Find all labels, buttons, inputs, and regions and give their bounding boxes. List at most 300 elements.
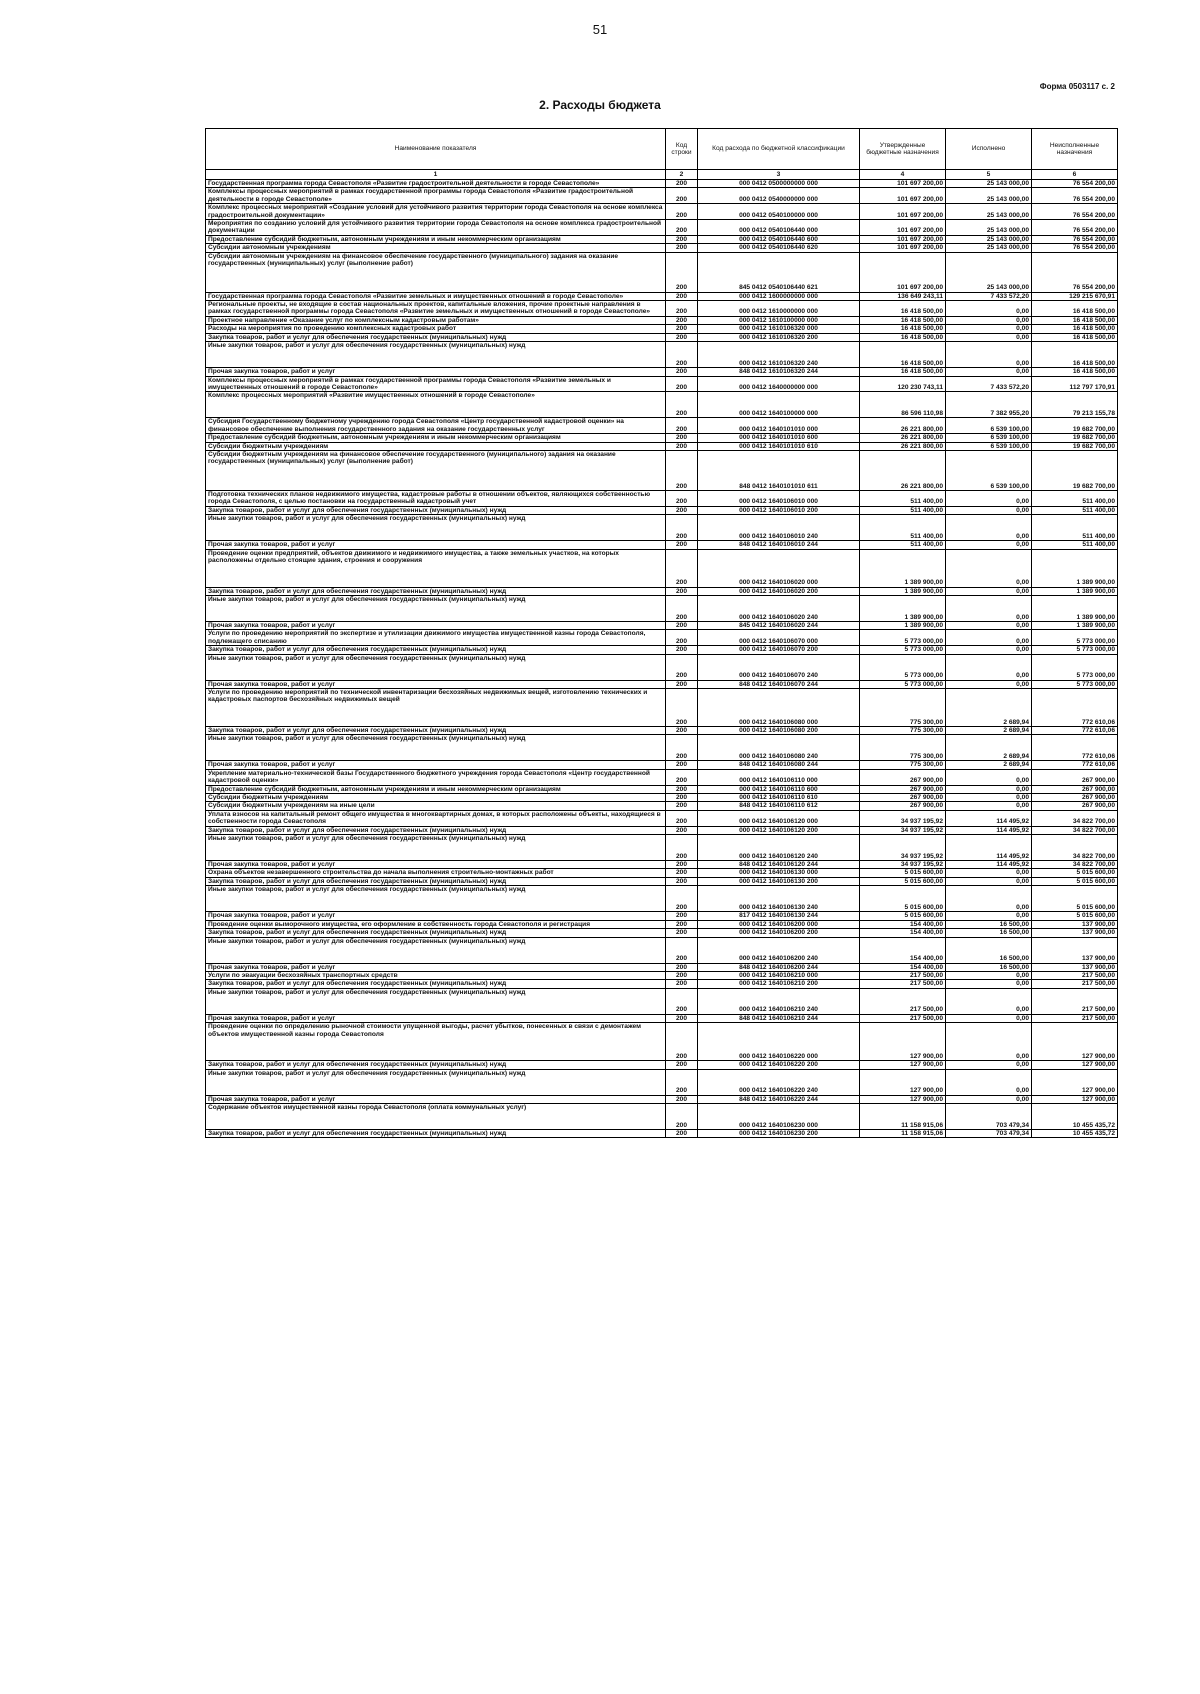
row-executed-cell: 25 143 000,00 (946, 188, 1032, 204)
row-executed-cell: 0,00 (946, 802, 1032, 810)
row-expense-code-cell: 000 0412 1610000000 000 (698, 301, 860, 317)
row-approved-cell: 16 418 500,00 (860, 325, 946, 333)
row-approved-cell: 26 221 800,00 (860, 450, 946, 490)
row-name-cell: Услуги по проведению мероприятий по экспертизе и утилизации движимого имущества имущественной казны города Севастополя, подлежащего списанию (206, 630, 666, 646)
row-line-code-cell: 200 (666, 735, 698, 761)
row-expense-code-cell: 848 0412 1640101010 611 (698, 450, 860, 490)
row-name-cell: Иные закупки товаров, работ и услуг для обеспечения государственных (муниципальных) нужд (206, 654, 666, 680)
row-name-cell: Закупка товаров, работ и услуг для обеспечения государственных (муниципальных) нужд (206, 727, 666, 735)
table-row (206, 735, 1118, 761)
row-name-cell: Субсидии автономным учреждениям на финансовое обеспечение государственного (муниципального) задания на оказание государственных (муниципальных) услуг (выполнение работ) (206, 252, 666, 292)
row-executed-cell: 25 143 000,00 (946, 220, 1032, 236)
row-executed-cell: 0,00 (946, 342, 1032, 368)
row-executed-cell: 0,00 (946, 971, 1032, 979)
row-line-code-cell: 200 (666, 1061, 698, 1069)
row-expense-code-cell: 000 0412 1640106010 200 (698, 506, 860, 514)
row-expense-code-cell: 000 0412 1640106210 000 (698, 971, 860, 979)
row-line-code-cell: 200 (666, 490, 698, 506)
row-name-cell: Прочая закупка товаров, работ и услуг (206, 621, 666, 629)
row-unexecuted-cell: 772 610,06 (1032, 727, 1118, 735)
row-unexecuted-cell: 10 455 435,72 (1032, 1129, 1118, 1137)
column-number: 2 (666, 170, 698, 180)
table-row (206, 621, 1118, 629)
row-line-code-cell: 200 (666, 877, 698, 885)
row-name-cell: Прочая закупка товаров, работ и услуг (206, 761, 666, 769)
column-number: 1 (206, 170, 666, 180)
row-expense-code-cell: 000 0412 1640106010 000 (698, 490, 860, 506)
row-line-code-cell: 200 (666, 988, 698, 1014)
row-approved-cell: 16 418 500,00 (860, 301, 946, 317)
table-row (206, 244, 1118, 252)
row-expense-code-cell: 000 0412 1640106130 000 (698, 869, 860, 877)
row-line-code-cell: 200 (666, 442, 698, 450)
row-executed-cell: 25 143 000,00 (946, 235, 1032, 243)
row-executed-cell: 0,00 (946, 316, 1032, 324)
row-approved-cell: 136 649 243,11 (860, 292, 946, 300)
row-name-cell: Субсидии бюджетным учреждениям на иные цели (206, 802, 666, 810)
row-name-cell: Укрепление материально-технической базы Государственного бюджетного учреждения города Севастополя «Центр государственной кадастровой оценки» (206, 769, 666, 785)
row-name-cell: Прочая закупка товаров, работ и услуг (206, 368, 666, 376)
table-row (206, 785, 1118, 793)
table-row (206, 727, 1118, 735)
row-expense-code-cell: 848 0412 1640106200 244 (698, 963, 860, 971)
row-executed-cell: 0,00 (946, 980, 1032, 988)
row-executed-cell: 0,00 (946, 1069, 1032, 1095)
row-unexecuted-cell: 511 400,00 (1032, 490, 1118, 506)
row-line-code-cell: 200 (666, 587, 698, 595)
row-line-code-cell: 200 (666, 235, 698, 243)
page-number: 51 (592, 22, 608, 37)
table-row (206, 587, 1118, 595)
row-approved-cell: 34 937 195,92 (860, 835, 946, 861)
row-executed-cell: 703 479,34 (946, 1129, 1032, 1137)
table-row (206, 235, 1118, 243)
row-line-code-cell: 200 (666, 971, 698, 979)
row-executed-cell: 0,00 (946, 912, 1032, 920)
row-line-code-cell: 200 (666, 1129, 698, 1137)
row-approved-cell: 26 221 800,00 (860, 418, 946, 434)
row-name-cell: Прочая закупка товаров, работ и услуг (206, 861, 666, 869)
row-executed-cell: 0,00 (946, 1014, 1032, 1022)
row-line-code-cell: 200 (666, 188, 698, 204)
row-line-code-cell: 200 (666, 630, 698, 646)
row-line-code-cell: 200 (666, 802, 698, 810)
table-row (206, 920, 1118, 928)
table-row (206, 971, 1118, 979)
row-executed-cell: 0,00 (946, 646, 1032, 654)
row-approved-cell: 1 389 900,00 (860, 595, 946, 621)
row-executed-cell: 0,00 (946, 630, 1032, 646)
row-name-cell: Субсидии бюджетным учреждениям (206, 794, 666, 802)
row-unexecuted-cell: 79 213 155,78 (1032, 392, 1118, 418)
row-approved-cell: 86 596 110,98 (860, 392, 946, 418)
row-unexecuted-cell: 1 389 900,00 (1032, 587, 1118, 595)
row-executed-cell: 114 495,92 (946, 835, 1032, 861)
row-line-code-cell: 200 (666, 826, 698, 834)
row-unexecuted-cell: 76 554 200,00 (1032, 235, 1118, 243)
table-row (206, 689, 1118, 727)
row-line-code-cell: 200 (666, 1014, 698, 1022)
row-approved-cell: 101 697 200,00 (860, 188, 946, 204)
row-expense-code-cell: 000 0412 1640100000 000 (698, 392, 860, 418)
row-expense-code-cell: 848 0412 1640106080 244 (698, 761, 860, 769)
row-unexecuted-cell: 137 900,00 (1032, 929, 1118, 937)
table-row (206, 515, 1118, 541)
row-approved-cell: 101 697 200,00 (860, 235, 946, 243)
row-expense-code-cell: 000 0412 1640106200 200 (698, 929, 860, 937)
row-expense-code-cell: 000 0412 1640106130 240 (698, 886, 860, 912)
table-row (206, 861, 1118, 869)
row-approved-cell: 775 300,00 (860, 761, 946, 769)
row-line-code-cell: 200 (666, 325, 698, 333)
row-approved-cell: 154 400,00 (860, 920, 946, 928)
row-unexecuted-cell: 137 900,00 (1032, 963, 1118, 971)
row-approved-cell: 34 937 195,92 (860, 826, 946, 834)
table-row (206, 826, 1118, 834)
row-expense-code-cell: 000 0412 1640106010 240 (698, 515, 860, 541)
row-approved-cell: 127 900,00 (860, 1069, 946, 1095)
row-approved-cell: 1 389 900,00 (860, 621, 946, 629)
row-name-cell: Комплекс процессных мероприятий «Создание условий для устойчивого развития территории города Севастополя на основе комплекса градостроительной документации» (206, 204, 666, 220)
row-executed-cell: 7 433 572,20 (946, 292, 1032, 300)
row-approved-cell: 5 773 000,00 (860, 654, 946, 680)
row-expense-code-cell: 817 0412 1640106130 244 (698, 912, 860, 920)
row-line-code-cell: 200 (666, 689, 698, 727)
row-name-cell: Иные закупки товаров, работ и услуг для обеспечения государственных (муниципальных) нужд (206, 886, 666, 912)
table-row (206, 506, 1118, 514)
row-executed-cell: 2 689,94 (946, 689, 1032, 727)
row-executed-cell: 25 143 000,00 (946, 252, 1032, 292)
column-number: 3 (698, 170, 860, 180)
row-approved-cell: 101 697 200,00 (860, 204, 946, 220)
table-row (206, 963, 1118, 971)
row-executed-cell: 0,00 (946, 621, 1032, 629)
table-row (206, 1014, 1118, 1022)
row-approved-cell: 511 400,00 (860, 506, 946, 514)
row-executed-cell: 2 689,94 (946, 761, 1032, 769)
row-unexecuted-cell: 5 773 000,00 (1032, 654, 1118, 680)
row-approved-cell: 5 015 600,00 (860, 877, 946, 885)
table-row (206, 929, 1118, 937)
header-unexecuted: Неисполненные назначения (1032, 129, 1118, 170)
row-unexecuted-cell: 5 015 600,00 (1032, 912, 1118, 920)
row-executed-cell: 0,00 (946, 1023, 1032, 1061)
row-line-code-cell: 200 (666, 392, 698, 418)
row-line-code-cell: 200 (666, 204, 698, 220)
row-name-cell: Иные закупки товаров, работ и услуг для обеспечения государственных (муниципальных) нужд (206, 835, 666, 861)
row-unexecuted-cell: 34 822 700,00 (1032, 826, 1118, 834)
row-executed-cell: 6 539 100,00 (946, 418, 1032, 434)
table-row (206, 810, 1118, 826)
row-approved-cell: 217 500,00 (860, 988, 946, 1014)
table-row (206, 835, 1118, 861)
row-name-cell: Закупка товаров, работ и услуг для обеспечения государственных (муниципальных) нужд (206, 826, 666, 834)
row-expense-code-cell: 000 0412 0540100000 000 (698, 204, 860, 220)
row-unexecuted-cell: 76 554 200,00 (1032, 220, 1118, 236)
row-name-cell: Региональные проекты, не входящие в состав национальных проектов, капитальные вложения, прочие проектные направления в рамках государственной программы города Севастополя «Развитие земельных и имущественных отношений в городе Севастополе» (206, 301, 666, 317)
row-expense-code-cell: 000 0412 0500000000 000 (698, 180, 860, 188)
row-approved-cell: 5 773 000,00 (860, 680, 946, 688)
row-expense-code-cell: 000 0412 1640106070 240 (698, 654, 860, 680)
row-name-cell: Уплата взносов на капитальный ремонт общего имущества в многоквартирных домах, в которых расположены объекты, находящиеся в собственности города Севастополя (206, 810, 666, 826)
table-row (206, 802, 1118, 810)
row-unexecuted-cell: 5 015 600,00 (1032, 886, 1118, 912)
table-row (206, 877, 1118, 885)
row-executed-cell: 0,00 (946, 301, 1032, 317)
row-expense-code-cell: 000 0412 1640106020 000 (698, 549, 860, 587)
row-expense-code-cell: 848 0412 1640106220 244 (698, 1095, 860, 1103)
row-executed-cell: 0,00 (946, 886, 1032, 912)
row-unexecuted-cell: 16 418 500,00 (1032, 301, 1118, 317)
row-expense-code-cell: 000 0412 1640000000 000 (698, 376, 860, 392)
row-name-cell: Расходы на мероприятия по проведению комплексных кадастровых работ (206, 325, 666, 333)
row-unexecuted-cell: 217 500,00 (1032, 988, 1118, 1014)
row-line-code-cell: 200 (666, 929, 698, 937)
row-line-code-cell: 200 (666, 1069, 698, 1095)
row-expense-code-cell: 000 0412 1640106220 240 (698, 1069, 860, 1095)
row-approved-cell: 127 900,00 (860, 1095, 946, 1103)
row-line-code-cell: 200 (666, 963, 698, 971)
row-unexecuted-cell: 19 682 700,00 (1032, 450, 1118, 490)
table-row (206, 342, 1118, 368)
row-executed-cell: 6 539 100,00 (946, 434, 1032, 442)
table-row (206, 490, 1118, 506)
row-line-code-cell: 200 (666, 785, 698, 793)
row-expense-code-cell: 848 0412 1640106010 244 (698, 541, 860, 549)
row-line-code-cell: 200 (666, 1023, 698, 1061)
row-name-cell: Охрана объектов незавершенного строительства до начала выполнения строительно-монтажных работ (206, 869, 666, 877)
row-name-cell: Закупка товаров, работ и услуг для обеспечения государственных (муниципальных) нужд (206, 333, 666, 341)
row-unexecuted-cell: 127 900,00 (1032, 1095, 1118, 1103)
row-line-code-cell: 200 (666, 810, 698, 826)
row-unexecuted-cell: 16 418 500,00 (1032, 333, 1118, 341)
table-row (206, 204, 1118, 220)
header-line-code: Код строки (666, 129, 698, 170)
row-approved-cell: 775 300,00 (860, 689, 946, 727)
row-expense-code-cell: 000 0412 1640106020 240 (698, 595, 860, 621)
row-expense-code-cell: 000 0412 1640101010 000 (698, 418, 860, 434)
row-line-code-cell: 200 (666, 368, 698, 376)
row-name-cell: Субсидия Государственному бюджетному учреждению города Севастополя «Центр государственной кадастровой оценки» на финансовое обеспечение выполнения государственного задания на оказание государственных услуг (206, 418, 666, 434)
row-name-cell: Предоставление субсидий бюджетным, автономным учреждениям и иным некоммерческим организациям (206, 235, 666, 243)
row-executed-cell: 6 539 100,00 (946, 442, 1032, 450)
row-executed-cell: 6 539 100,00 (946, 450, 1032, 490)
row-line-code-cell: 200 (666, 727, 698, 735)
row-executed-cell: 0,00 (946, 325, 1032, 333)
row-name-cell: Государственная программа города Севастополя «Развитие градостроительной деятельности в городе Севастополе» (206, 180, 666, 188)
table-row (206, 912, 1118, 920)
table-row (206, 869, 1118, 877)
row-unexecuted-cell: 19 682 700,00 (1032, 442, 1118, 450)
header-row (206, 129, 1118, 170)
row-approved-cell: 154 400,00 (860, 963, 946, 971)
row-executed-cell: 25 143 000,00 (946, 244, 1032, 252)
row-expense-code-cell: 000 0412 1640106080 200 (698, 727, 860, 735)
table-row (206, 680, 1118, 688)
row-unexecuted-cell: 137 900,00 (1032, 920, 1118, 928)
table-row (206, 654, 1118, 680)
row-expense-code-cell: 000 0412 1640106230 000 (698, 1103, 860, 1129)
row-expense-code-cell: 000 0412 1640101010 610 (698, 442, 860, 450)
row-executed-cell: 16 500,00 (946, 963, 1032, 971)
table-row (206, 434, 1118, 442)
row-approved-cell: 5 773 000,00 (860, 646, 946, 654)
row-approved-cell: 1 389 900,00 (860, 549, 946, 587)
row-approved-cell: 154 400,00 (860, 937, 946, 963)
row-name-cell: Услуги по проведению мероприятий по технической инвентаризации бесхозяйных недвижимых вещей, изготовлению технических и кадастровых паспортов бесхозяйных недвижимых вещей (206, 689, 666, 727)
row-approved-cell: 511 400,00 (860, 515, 946, 541)
row-expense-code-cell: 000 0412 0540000000 000 (698, 188, 860, 204)
row-approved-cell: 1 389 900,00 (860, 587, 946, 595)
row-expense-code-cell: 848 0412 1640106210 244 (698, 1014, 860, 1022)
row-approved-cell: 217 500,00 (860, 1014, 946, 1022)
row-executed-cell: 0,00 (946, 506, 1032, 514)
row-unexecuted-cell: 16 418 500,00 (1032, 316, 1118, 324)
row-name-cell: Предоставление субсидий бюджетным, автономным учреждениям и иным некоммерческим организациям (206, 785, 666, 793)
row-unexecuted-cell: 267 900,00 (1032, 769, 1118, 785)
table-row (206, 450, 1118, 490)
row-name-cell: Содержание объектов имущественной казны города Севастополя (оплата коммунальных услуг) (206, 1103, 666, 1129)
table-row (206, 325, 1118, 333)
row-name-cell: Закупка товаров, работ и услуг для обеспечения государственных (муниципальных) нужд (206, 1129, 666, 1137)
row-name-cell: Проведение оценки выморочного имущества, его оформление в собственность города Севастополя и регистрация (206, 920, 666, 928)
row-unexecuted-cell: 127 900,00 (1032, 1023, 1118, 1061)
row-executed-cell: 0,00 (946, 490, 1032, 506)
row-approved-cell: 217 500,00 (860, 971, 946, 979)
row-line-code-cell: 200 (666, 541, 698, 549)
row-name-cell: Прочая закупка товаров, работ и услуг (206, 1014, 666, 1022)
row-line-code-cell: 200 (666, 549, 698, 587)
row-unexecuted-cell: 16 418 500,00 (1032, 325, 1118, 333)
row-approved-cell: 127 900,00 (860, 1023, 946, 1061)
row-approved-cell: 16 418 500,00 (860, 368, 946, 376)
row-unexecuted-cell: 19 682 700,00 (1032, 418, 1118, 434)
row-approved-cell: 120 230 743,11 (860, 376, 946, 392)
form-label: Форма 0503117 с. 2 (1039, 82, 1115, 91)
row-approved-cell: 267 900,00 (860, 769, 946, 785)
row-executed-cell: 0,00 (946, 333, 1032, 341)
row-unexecuted-cell: 19 682 700,00 (1032, 434, 1118, 442)
row-name-cell: Прочая закупка товаров, работ и услуг (206, 541, 666, 549)
row-name-cell: Закупка товаров, работ и услуг для обеспечения государственных (муниципальных) нужд (206, 1061, 666, 1069)
row-unexecuted-cell: 127 900,00 (1032, 1061, 1118, 1069)
row-executed-cell: 114 495,92 (946, 826, 1032, 834)
row-unexecuted-cell: 772 610,06 (1032, 735, 1118, 761)
table-row (206, 769, 1118, 785)
row-line-code-cell: 200 (666, 418, 698, 434)
table-row (206, 368, 1118, 376)
row-name-cell: Прочая закупка товаров, работ и услуг (206, 912, 666, 920)
row-line-code-cell: 200 (666, 886, 698, 912)
row-executed-cell: 2 689,94 (946, 727, 1032, 735)
row-executed-cell: 2 689,94 (946, 735, 1032, 761)
row-unexecuted-cell: 511 400,00 (1032, 541, 1118, 549)
table-row (206, 794, 1118, 802)
row-name-cell: Закупка товаров, работ и услуг для обеспечения государственных (муниципальных) нужд (206, 980, 666, 988)
row-line-code-cell: 200 (666, 646, 698, 654)
row-name-cell: Иные закупки товаров, работ и услуг для обеспечения государственных (муниципальных) нужд (206, 1069, 666, 1095)
row-name-cell: Проведение оценки предприятий, объектов движимого и недвижимого имущества, а также земельных участков, на которых расположены отдельно стоящие здания, строения и сооружения (206, 549, 666, 587)
row-name-cell: Комплекс процессных мероприятий «Развитие имущественных отношений в городе Севастополе» (206, 392, 666, 418)
table-row (206, 541, 1118, 549)
header-executed: Исполнено (946, 129, 1032, 170)
table-row (206, 392, 1118, 418)
row-expense-code-cell: 000 0412 1640106220 000 (698, 1023, 860, 1061)
row-unexecuted-cell: 511 400,00 (1032, 515, 1118, 541)
row-name-cell: Закупка товаров, работ и услуг для обеспечения государственных (муниципальных) нужд (206, 877, 666, 885)
row-approved-cell: 217 500,00 (860, 980, 946, 988)
row-name-cell: Мероприятия по созданию условий для устойчивого развития территории города Севастополя на основе комплекса градостроительной документации (206, 220, 666, 236)
row-executed-cell: 0,00 (946, 549, 1032, 587)
row-expense-code-cell: 000 0412 1640106110 610 (698, 794, 860, 802)
row-executed-cell: 0,00 (946, 877, 1032, 885)
table-row (206, 301, 1118, 317)
row-line-code-cell: 200 (666, 301, 698, 317)
row-unexecuted-cell: 511 400,00 (1032, 506, 1118, 514)
row-line-code-cell: 200 (666, 595, 698, 621)
table-row (206, 188, 1118, 204)
row-name-cell: Проведение оценки по определению рыночной стоимости упущенной выгоды, расчет убытков, понесенных в связи с демонтажем объектов имущественной казны города Севастополя (206, 1023, 666, 1061)
table-row (206, 316, 1118, 324)
row-expense-code-cell: 000 0412 1640106110 000 (698, 769, 860, 785)
row-expense-code-cell: 845 0412 0540106440 621 (698, 252, 860, 292)
table-row (206, 1061, 1118, 1069)
row-expense-code-cell: 000 0412 1640101010 600 (698, 434, 860, 442)
row-expense-code-cell: 848 0412 1610106320 244 (698, 368, 860, 376)
row-executed-cell: 0,00 (946, 1095, 1032, 1103)
row-expense-code-cell: 000 0412 1610106320 200 (698, 333, 860, 341)
row-approved-cell: 101 697 200,00 (860, 180, 946, 188)
row-expense-code-cell: 000 0412 1640106080 240 (698, 735, 860, 761)
row-unexecuted-cell: 5 773 000,00 (1032, 630, 1118, 646)
table-row (206, 220, 1118, 236)
row-expense-code-cell: 000 0412 0540106440 620 (698, 244, 860, 252)
row-line-code-cell: 200 (666, 761, 698, 769)
row-executed-cell: 25 143 000,00 (946, 204, 1032, 220)
row-unexecuted-cell: 129 215 670,91 (1032, 292, 1118, 300)
row-unexecuted-cell: 5 773 000,00 (1032, 680, 1118, 688)
row-expense-code-cell: 000 0412 1600000000 000 (698, 292, 860, 300)
row-executed-cell: 7 382 955,20 (946, 392, 1032, 418)
row-unexecuted-cell: 772 610,06 (1032, 761, 1118, 769)
row-approved-cell: 5 015 600,00 (860, 886, 946, 912)
row-line-code-cell: 200 (666, 342, 698, 368)
row-executed-cell: 0,00 (946, 680, 1032, 688)
row-line-code-cell: 200 (666, 980, 698, 988)
row-name-cell: Государственная программа города Севастополя «Развитие земельных и имущественных отношений в городе Севастополе» (206, 292, 666, 300)
row-line-code-cell: 200 (666, 654, 698, 680)
row-expense-code-cell: 000 0412 1640106110 600 (698, 785, 860, 793)
row-name-cell: Иные закупки товаров, работ и услуг для обеспечения государственных (муниципальных) нужд (206, 515, 666, 541)
row-unexecuted-cell: 76 554 200,00 (1032, 244, 1118, 252)
row-name-cell: Субсидии бюджетным учреждениям на финансовое обеспечение государственного (муниципального) задания на оказание государственных (муниципальных) услуг (выполнение работ) (206, 450, 666, 490)
table-row (206, 886, 1118, 912)
header-expense-code: Код расхода по бюджетной классификации (698, 129, 860, 170)
table-row (206, 761, 1118, 769)
row-line-code-cell: 200 (666, 920, 698, 928)
budget-expenses-table (205, 128, 1118, 1138)
row-executed-cell: 0,00 (946, 541, 1032, 549)
row-line-code-cell: 200 (666, 769, 698, 785)
row-expense-code-cell: 000 0412 1640106070 200 (698, 646, 860, 654)
row-executed-cell: 25 143 000,00 (946, 180, 1032, 188)
row-line-code-cell: 200 (666, 376, 698, 392)
row-approved-cell: 101 697 200,00 (860, 220, 946, 236)
row-executed-cell: 0,00 (946, 769, 1032, 785)
header-approved: Утвержденные бюджетные назначения (860, 129, 946, 170)
row-name-cell: Прочая закупка товаров, работ и услуг (206, 963, 666, 971)
table-row (206, 1095, 1118, 1103)
